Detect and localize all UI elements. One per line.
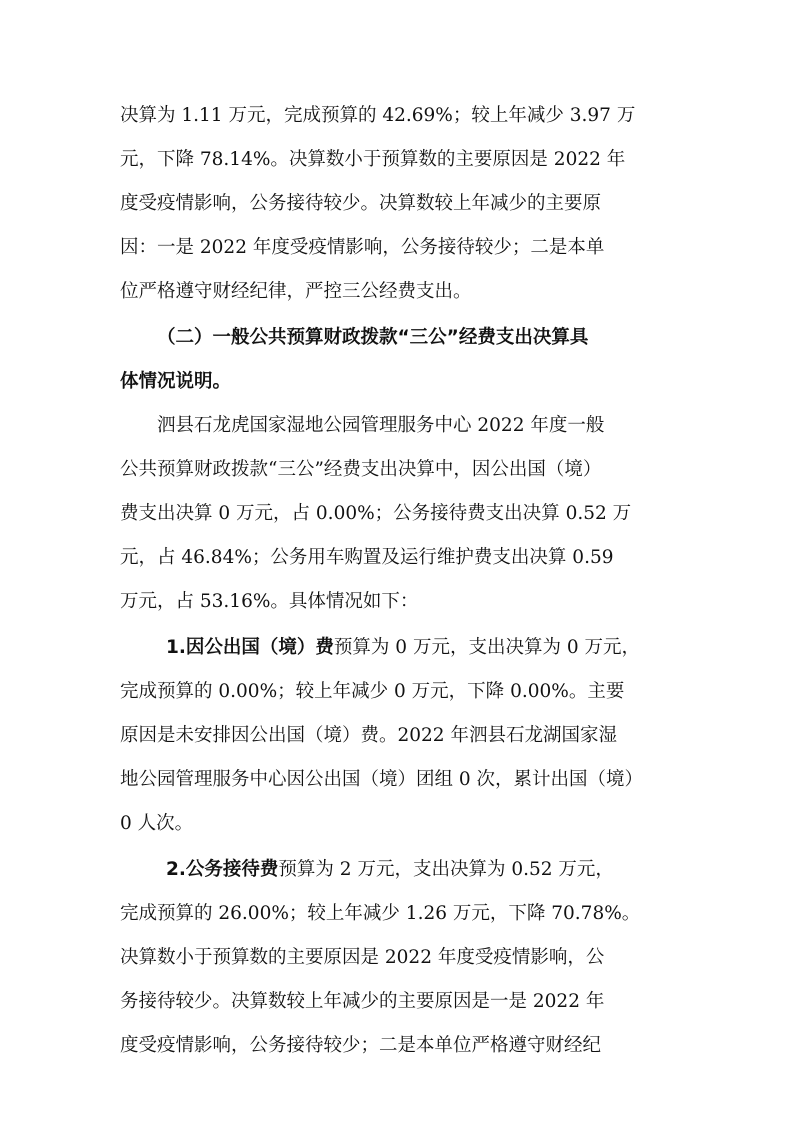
body-line: 泗县石龙虎国家湿地公园管理服务中心 2022 年度一般	[157, 415, 605, 436]
body-line: 元，下降 78.14%。决算数小于预算数的主要原因是 2022 年	[120, 149, 626, 170]
body-line: 0 人次。	[120, 813, 194, 834]
body-line: 元，占 46.84%；公务用车购置及运行维护费支出决算 0.59	[120, 547, 614, 568]
body-line: 公共预算财政拨款“三公”经费支出决算中，因公出国（境）	[120, 459, 602, 480]
body-line: 完成预算的 26.00%；较上年减少 1.26 万元，下降 70.78%。	[120, 903, 641, 924]
section-heading: （二）一般公共预算财政拨款“三公”经费支出决算具	[157, 327, 589, 348]
item-text: 预算为 0 万元，支出决算为 0 万元，	[333, 637, 640, 658]
body-line: 万元，占 53.16%。具体情况如下：	[120, 591, 419, 612]
body-line: 度受疫情影响，公务接待较少。决算数较上年减少的主要原	[120, 193, 602, 214]
body-line: 因：一是 2022 年度受疫情影响，公务接待较少；二是本单	[120, 237, 605, 258]
item-label: 1.因公出国（境）费	[166, 637, 334, 658]
body-line: 度受疫情影响，公务接待较少；二是本单位严格遵守财经纪	[120, 1035, 602, 1056]
item-label: 2.公务接待费	[166, 859, 279, 880]
body-line: 决算数小于预算数的主要原因是 2022 年度受疫情影响，公	[120, 947, 605, 968]
item-line	[166, 628, 680, 668]
body-line: 务接待较少。决算数较上年减少的主要原因是一是 2022 年	[120, 991, 605, 1012]
body-line: 原因是未安排因公出国（境）费。2022 年泗县石龙湖国家湿	[120, 725, 617, 746]
item-text: 预算为 2 万元，支出决算为 0.52 万元，	[278, 859, 614, 880]
item-line	[166, 850, 680, 890]
section-heading-cont: 体情况说明。	[120, 371, 232, 392]
body-line: 位严格遵守财经纪律，严控三公经费支出。	[120, 281, 472, 302]
body-line: 费支出决算 0 万元，占 0.00%；公务接待费支出决算 0.52 万	[120, 503, 632, 524]
body-line: 完成预算的 0.00%；较上年减少 0 万元，下降 0.00%。主要	[120, 681, 625, 702]
body-line: 地公园管理服务中心因公出国（境）团组 0 次，累计出国（境）	[120, 769, 644, 790]
body-line: 决算为 1.11 万元，完成预算的 42.69%；较上年减少 3.97 万	[120, 105, 636, 126]
